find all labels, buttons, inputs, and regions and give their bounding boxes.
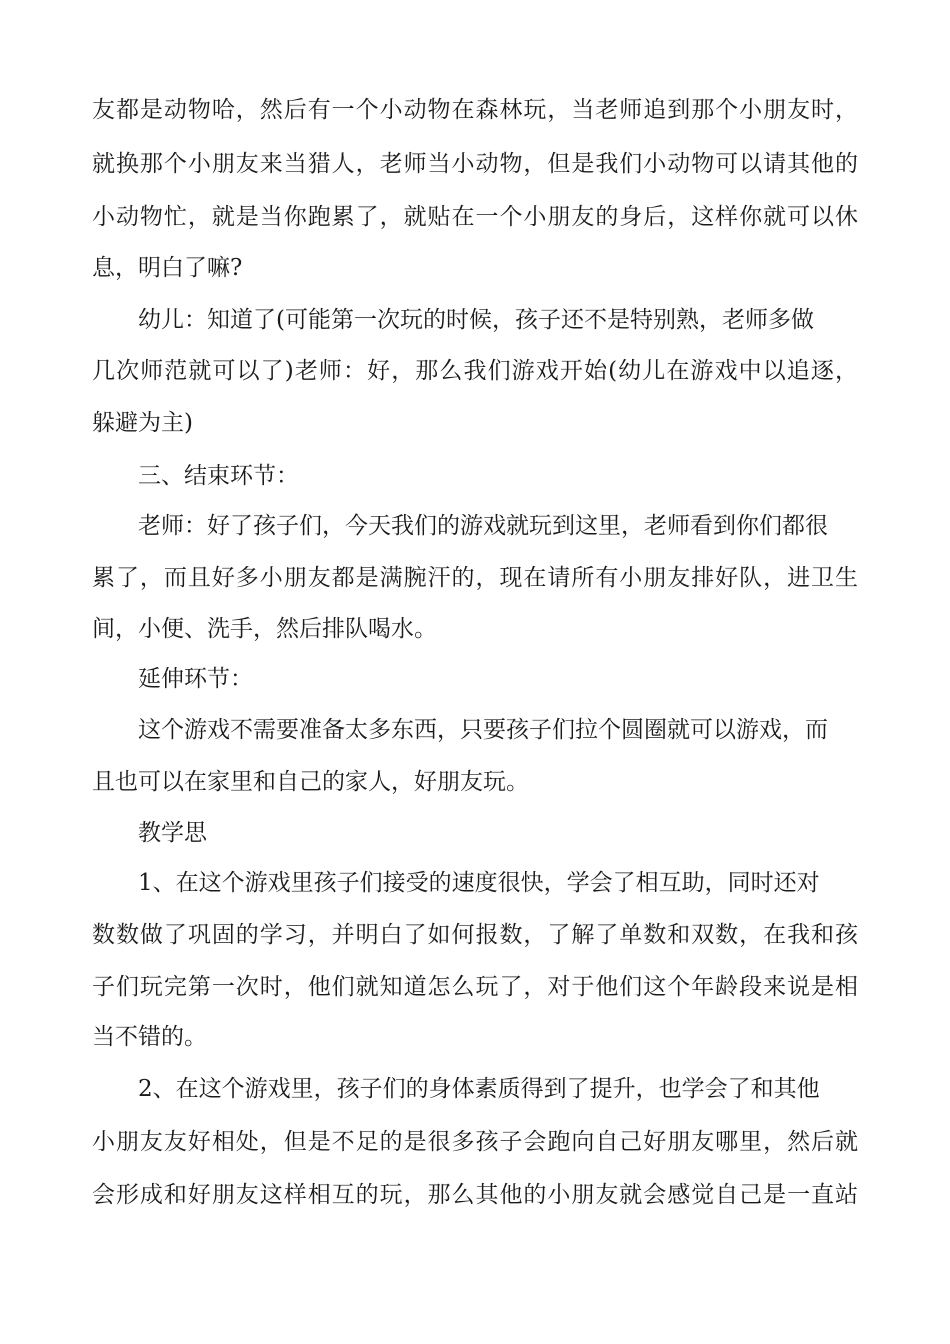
section-heading: 三、结束环节： xyxy=(138,463,299,489)
text-line: 小动物忙，就是当你跑累了，就贴在一个小朋友的身后，这样你就可以休 xyxy=(92,204,858,230)
text-line: 这个游戏不需要准备太多东西，只要孩子们拉个圆圈就可以游戏，而 xyxy=(138,717,828,743)
text-line: 会形成和好朋友这样相互的玩，那么其他的小朋友就会感觉自己是一直站 xyxy=(92,1182,858,1208)
text-line: 间，小便、洗手，然后排队喝水。 xyxy=(92,616,437,642)
text-line: 累了，而且好多小朋友都是满腕汗的，现在请所有小朋友排好队，进卫生 xyxy=(92,565,858,591)
text-line: 且也可以在家里和自己的家人，好朋友玩。 xyxy=(92,769,529,795)
text-line: 2、在这个游戏里，孩子们的身体素质得到了提升，也学会了和其他 xyxy=(138,1076,820,1102)
text-line: 1、在这个游戏里孩子们接受的速度很快，学会了相互助，同时还对 xyxy=(138,870,820,896)
text-line: 躲避为主) xyxy=(92,410,193,436)
text-line: 息，明白了嘛? xyxy=(92,255,243,281)
section-heading: 延伸环节： xyxy=(138,666,253,692)
text-line: 友都是动物哈，然后有一个小动物在森林玩，当老师追到那个小朋友时， xyxy=(92,97,858,123)
text-line: 老师：好了孩子们，今天我们的游戏就玩到这里，老师看到你们都很 xyxy=(138,513,828,539)
text-line: 小朋友友好相处，但是不足的是很多孩子会跑向自己好朋友哪里，然后就 xyxy=(92,1129,858,1155)
text-line: 几次师范就可以了)老师：好，那么我们游戏开始(幼儿在游戏中以追逐， xyxy=(92,358,858,384)
text-line: 幼儿：知道了(可能第一次玩的时候，孩子还不是特别熟，老师多做 xyxy=(138,307,814,333)
text-line: 子们玩完第一次时，他们就知道怎么玩了，对于他们这个年龄段来说是相 xyxy=(92,974,858,1000)
section-heading: 教学思 xyxy=(138,820,207,846)
text-line: 当不错的。 xyxy=(92,1024,207,1050)
text-line: 就换那个小朋友来当猎人，老师当小动物，但是我们小动物可以请其他的 xyxy=(92,151,858,177)
text-line: 数数做了巩固的学习，并明白了如何报数，了解了单数和双数，在我和孩 xyxy=(92,922,858,948)
